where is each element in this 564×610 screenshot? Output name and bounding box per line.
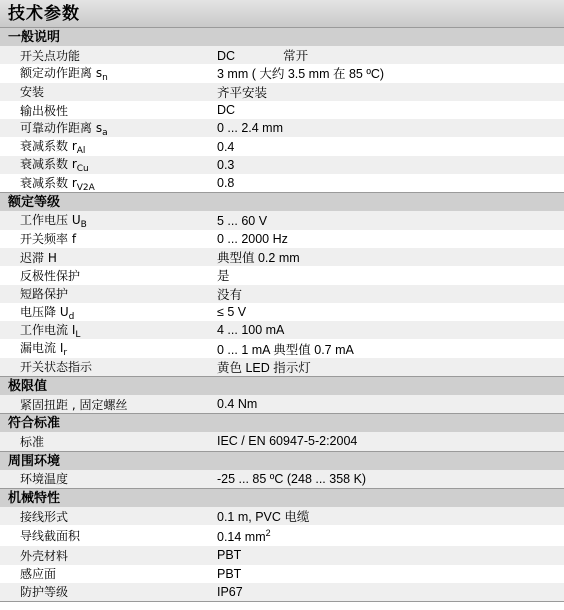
spec-label-subscript: n <box>102 72 108 83</box>
spec-value <box>217 103 564 117</box>
spec-value <box>217 397 564 411</box>
table-bottom-rule <box>0 601 564 602</box>
spec-row <box>0 64 564 82</box>
spec-label-text: 紧固扭距 , 固定螺丝 <box>20 397 128 412</box>
spec-label-subscript: d <box>68 311 75 322</box>
spec-label <box>0 547 217 564</box>
spec-value-text: PBT <box>217 566 242 581</box>
spec-label-text: 反极性保护 <box>20 268 81 283</box>
spec-value-text: 5 ... 60 V <box>217 213 268 228</box>
spec-value-superscript: 2 <box>265 527 271 538</box>
spec-row <box>0 156 564 174</box>
spec-value <box>217 434 564 448</box>
spec-label-subscript: L <box>75 329 81 340</box>
spec-row <box>0 83 564 101</box>
spec-value-text: 0 ... 2.4 mm <box>217 121 283 136</box>
spec-label <box>0 358 217 375</box>
spec-label <box>0 137 217 156</box>
spec-value-text: ≤ 5 V <box>217 305 247 319</box>
spec-value <box>217 340 564 358</box>
spec-label-text: 接线形式 <box>20 509 69 524</box>
spec-sections <box>0 27 564 601</box>
spec-value-text: 0.4 <box>217 139 235 154</box>
spec-label <box>0 174 217 193</box>
section-heading-rated: 额定等级 <box>0 192 564 211</box>
spec-label <box>0 433 217 450</box>
spec-row <box>0 358 564 376</box>
section-heading-limits: 极限值 <box>0 376 564 395</box>
spec-label-text: 工作电流 I <box>20 322 76 337</box>
spec-label <box>0 155 217 174</box>
spec-label-text: 开关状态指示 <box>20 360 93 375</box>
spec-value <box>217 140 564 154</box>
spec-value <box>217 83 564 101</box>
spec-label <box>0 64 217 83</box>
spec-value-text: -25 ... 85 ºC (248 ... 358 K) <box>217 471 367 486</box>
spec-label <box>0 470 217 487</box>
spec-value-text: 齐平安装 <box>217 85 268 100</box>
spec-value <box>217 285 564 303</box>
spec-value-text: 0 ... 2000 Hz <box>217 231 288 246</box>
spec-row <box>0 211 564 229</box>
spec-label-text: 导线截面积 <box>20 529 81 544</box>
spec-value <box>217 585 564 599</box>
spec-label <box>0 102 217 119</box>
spec-label-text: 衰减系数 r <box>20 139 77 154</box>
spec-label-text: 电压降 U <box>20 304 69 319</box>
spec-value <box>217 64 564 82</box>
spec-label <box>0 303 217 322</box>
spec-value-text: IEC / EN 60947-5-2:2004 <box>217 434 358 449</box>
spec-label-text: 衰减系数 r <box>20 175 77 190</box>
section-heading-ambient: 周围环境 <box>0 451 564 470</box>
spec-value-text: 0.3 <box>217 157 235 172</box>
spec-label-text: 防护等级 <box>20 585 69 600</box>
spec-label <box>0 249 217 266</box>
spec-label-text: 可靠动作距离 s <box>20 120 103 135</box>
spec-value <box>217 567 564 581</box>
spec-value <box>217 248 564 266</box>
spec-label <box>0 321 217 340</box>
spec-label-text: 安装 <box>20 85 45 100</box>
spec-value <box>217 472 564 486</box>
spec-label-text: 标准 <box>20 434 45 449</box>
spec-row <box>0 248 564 266</box>
spec-row <box>0 101 564 119</box>
section-heading-mechanical: 机械特性 <box>0 488 564 507</box>
spec-value-text: DC <box>217 103 236 118</box>
spec-label-text: 环境温度 <box>20 472 69 487</box>
spec-row <box>0 285 564 303</box>
spec-row <box>0 230 564 248</box>
spec-row <box>0 137 564 155</box>
spec-value-text: 4 ... 100 mA <box>217 323 285 338</box>
spec-value <box>217 548 564 562</box>
spec-row <box>0 395 564 413</box>
spec-value-secondary: 常开 <box>283 49 309 64</box>
spec-row <box>0 546 564 564</box>
spec-value-text: 黄色 LED 指示灯 <box>217 360 311 375</box>
spec-value-text: 0.14 mm <box>217 529 266 544</box>
spec-value-text: 是 <box>217 269 230 284</box>
spec-row <box>0 266 564 284</box>
spec-label-text: 开关点功能 <box>20 48 81 63</box>
spec-label-text: 开关频率 f <box>20 232 77 247</box>
spec-label <box>0 339 217 358</box>
spec-label-text: 额定动作距离 s <box>20 65 103 80</box>
spec-value <box>217 266 564 284</box>
spec-row <box>0 119 564 137</box>
spec-value-text: 3 mm ( 大约 3.5 mm 在 85 ºC) <box>217 67 385 82</box>
spec-row <box>0 525 564 546</box>
spec-value-text: IP67 <box>217 584 243 599</box>
spec-row <box>0 46 564 64</box>
spec-value-text: 0.1 m, PVC 电缆 <box>217 510 310 525</box>
spec-label <box>0 119 217 138</box>
spec-label-subscript: B <box>80 220 87 231</box>
spec-label-text: 输出极性 <box>20 103 69 118</box>
spec-label-text: 迟滞 H <box>20 250 57 265</box>
spec-value <box>217 305 564 319</box>
spec-label-text: 感应面 <box>20 567 57 582</box>
spec-value <box>217 528 564 544</box>
spec-label-subscript: r <box>63 348 68 359</box>
spec-value <box>217 358 564 376</box>
section-heading-compliance: 符合标准 <box>0 413 564 432</box>
spec-label-subscript: Cu <box>76 164 89 175</box>
spec-label-text: 工作电压 U <box>20 213 81 228</box>
spec-row <box>0 432 564 450</box>
spec-value-text: 没有 <box>217 287 243 302</box>
page-title: 技术参数 <box>0 0 564 27</box>
spec-label-text: 短路保护 <box>20 287 69 302</box>
spec-label <box>0 396 217 413</box>
spec-value <box>217 232 564 246</box>
spec-label <box>0 527 217 544</box>
spec-label <box>0 230 217 247</box>
spec-row <box>0 303 564 321</box>
spec-label-text: 漏电流 I <box>20 341 64 356</box>
spec-label <box>0 508 217 525</box>
spec-row <box>0 174 564 192</box>
spec-label <box>0 211 217 230</box>
spec-label-subscript: a <box>102 127 108 138</box>
spec-row <box>0 507 564 525</box>
spec-label-text: 衰减系数 r <box>20 157 77 172</box>
spec-label <box>0 47 217 64</box>
spec-label <box>0 267 217 284</box>
spec-value-text: PBT <box>217 548 242 563</box>
section-heading-general: 一般说明 <box>0 27 564 46</box>
spec-value <box>217 46 564 64</box>
spec-value-text: 0.8 <box>217 176 235 191</box>
spec-row <box>0 339 564 357</box>
spec-label <box>0 565 217 582</box>
spec-value <box>217 176 564 190</box>
spec-value <box>217 507 564 525</box>
spec-row <box>0 565 564 583</box>
spec-row <box>0 321 564 339</box>
spec-label <box>0 583 217 600</box>
spec-value <box>217 158 564 172</box>
spec-label-subscript: Al <box>76 146 86 157</box>
spec-row <box>0 470 564 488</box>
spec-value-text: 典型值 0.2 mm <box>217 251 300 266</box>
spec-label <box>0 83 217 100</box>
spec-value <box>217 323 564 337</box>
spec-label <box>0 285 217 302</box>
spec-value <box>217 214 564 228</box>
spec-value-text: 0.4 Nm <box>217 397 258 412</box>
spec-value-text: 0 ... 1 mA 典型值 0.7 mA <box>217 342 354 357</box>
spec-value <box>217 121 564 135</box>
spec-row <box>0 583 564 601</box>
spec-value-text: DC <box>217 49 236 64</box>
spec-label-subscript: V2A <box>76 182 95 193</box>
spec-label-text: 外壳材料 <box>20 548 69 563</box>
